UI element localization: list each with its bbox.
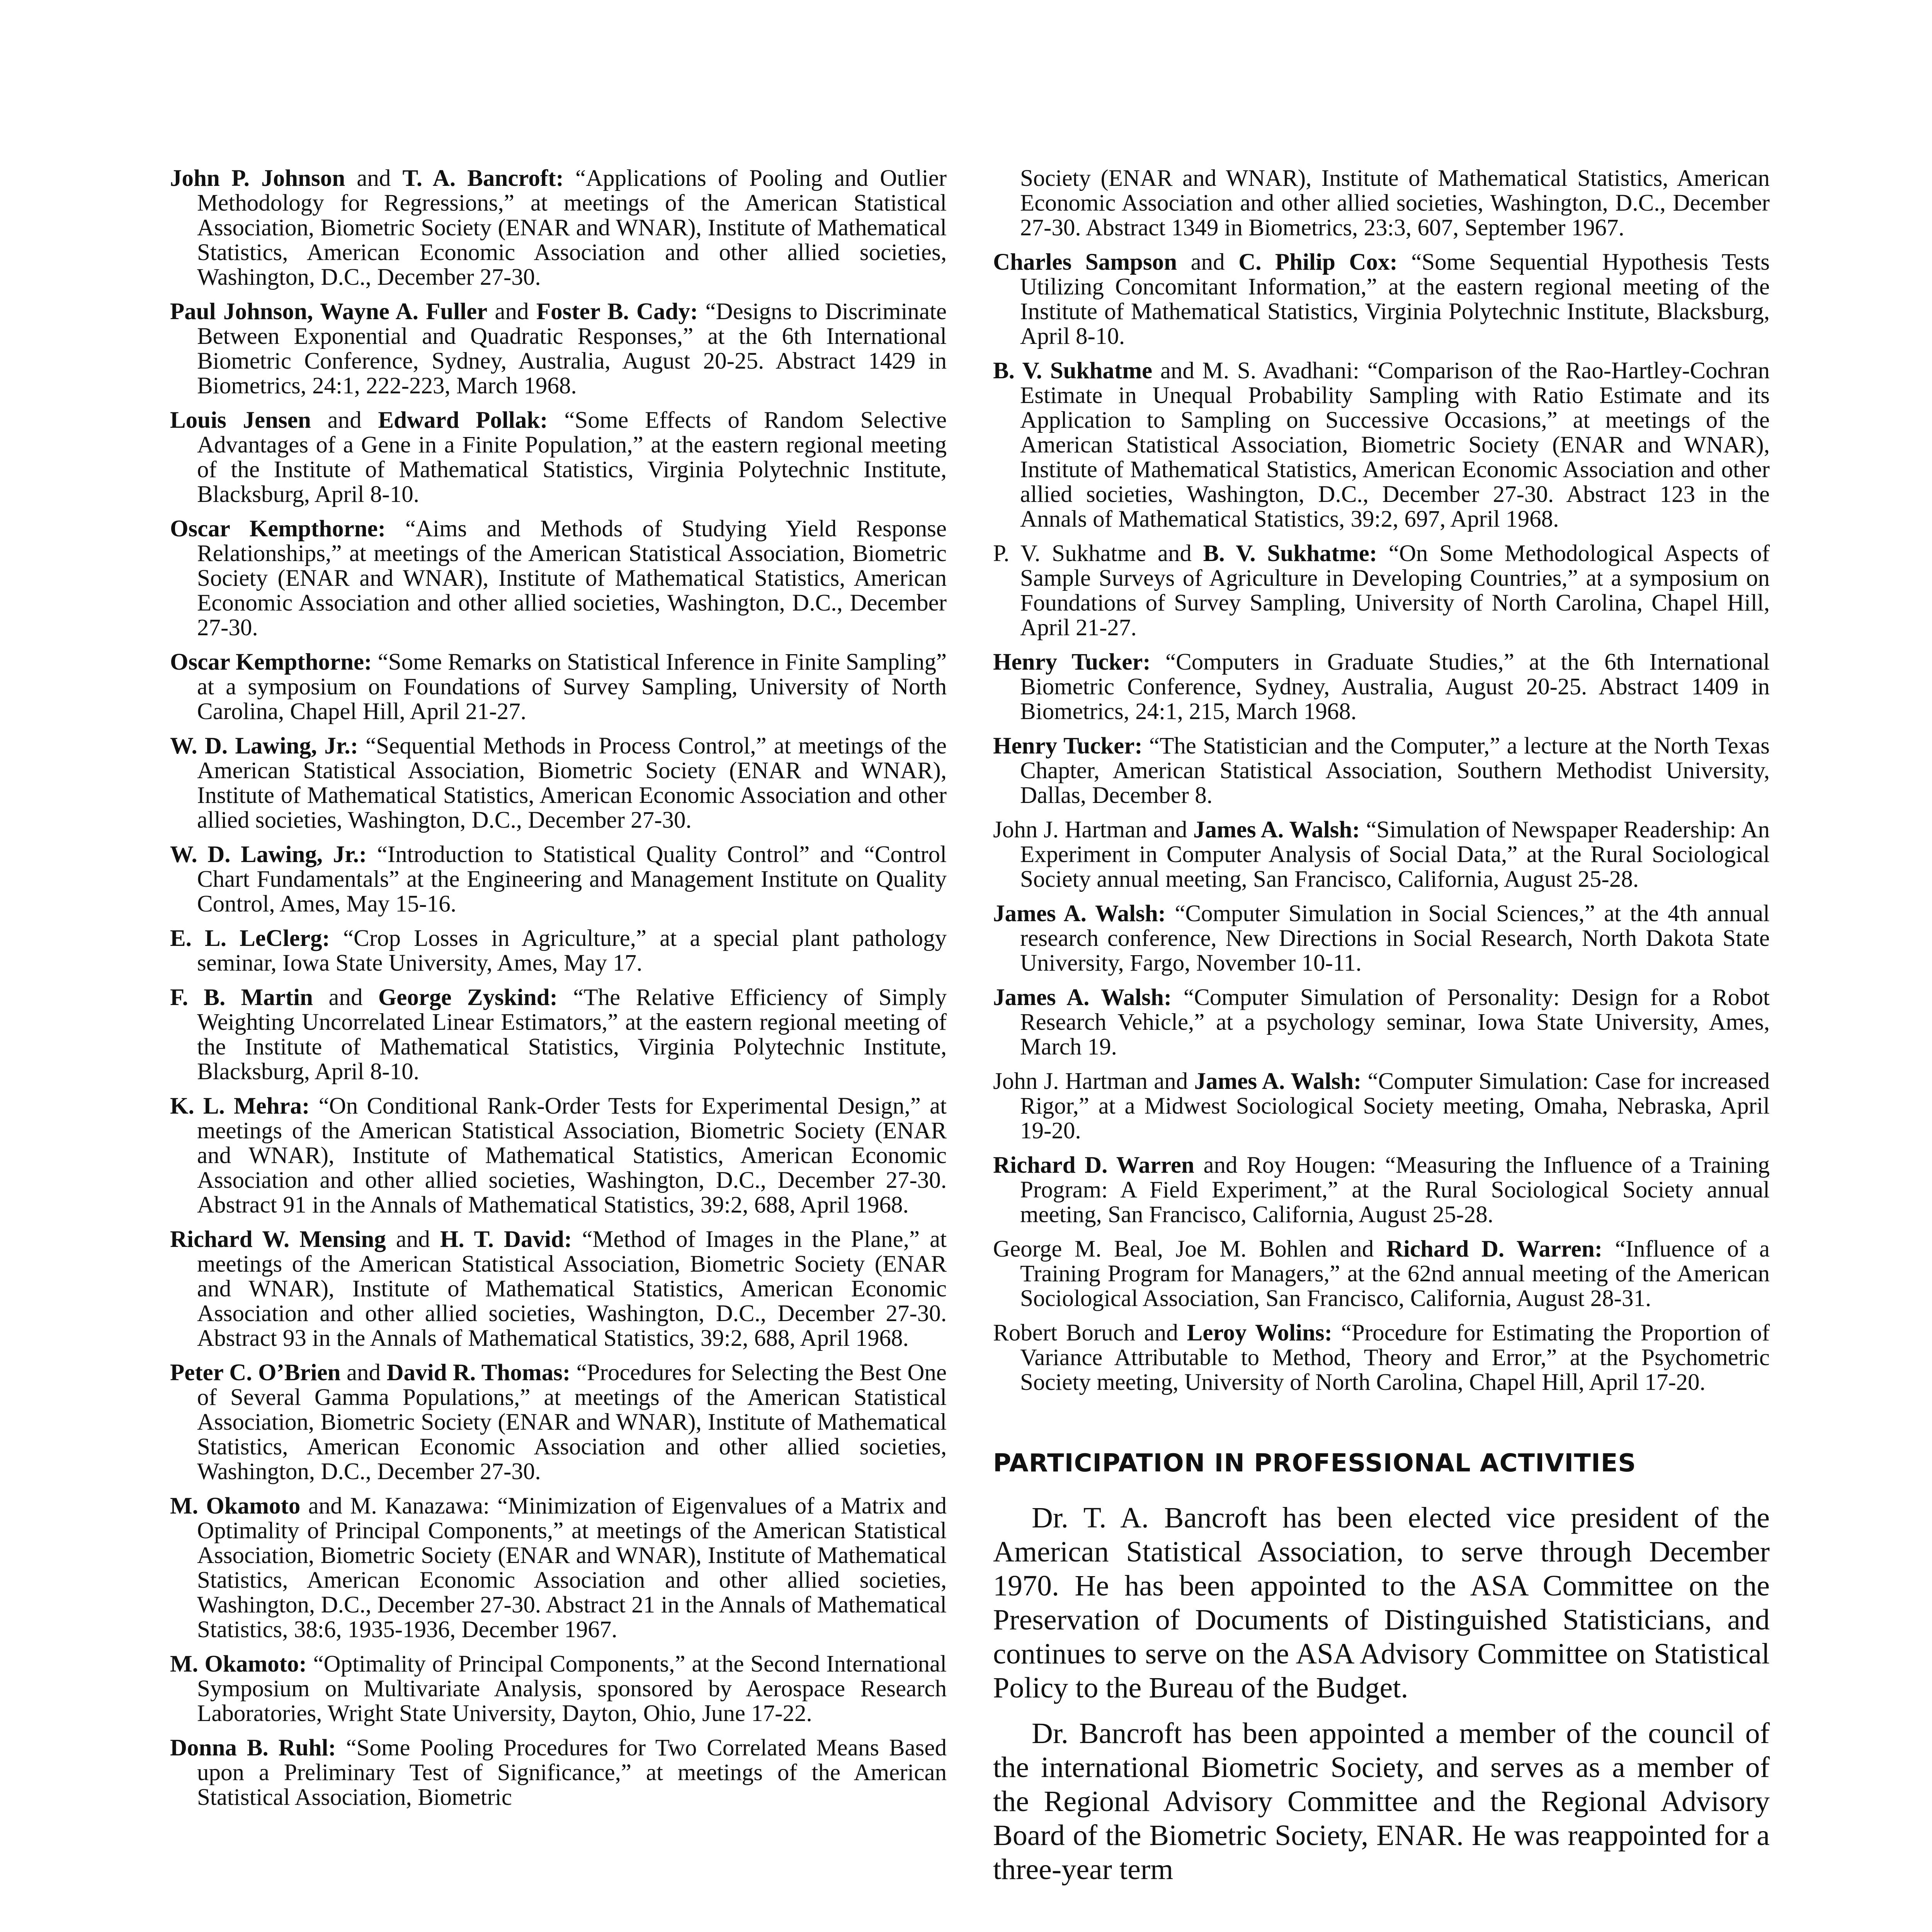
citation-author-bold: W. D. Lawing, Jr.:	[170, 842, 367, 867]
right-column-entries	[993, 250, 1770, 1395]
citation-author-bold: John P. Johnson	[170, 165, 345, 191]
citation-text: “On Conditional Rank-Order Tests for Experimental Design,” at meetings of the American Statistical Association, Biometric Society (ENAR and WNAR), Institute of Mathematical Statistics, American Economic Association and other allied societies, Washington, D.C., December 27-30. Abstract 91 in the Annals of Mathematical Statistics, 39:2, 688, April 1968.	[197, 1093, 947, 1218]
citation-text: “Crop Losses in Agriculture,” at a special plant pathology seminar, Iowa State University, Ames, May 17.	[197, 925, 947, 976]
citation-author: and	[1177, 249, 1239, 275]
right-column	[993, 166, 1770, 1898]
citation-entry	[170, 1736, 947, 1810]
section-heading: PARTICIPATION IN PROFESSIONAL ACTIVITIES	[993, 1449, 1636, 1478]
citation-text: “Simulation of Newspaper Readership: An Experiment in Computer Analysis of Social Data,” at the Rural Sociological Society annual meeting, San Francisco, California, August 25-28.	[1020, 817, 1770, 892]
citation-entry	[993, 901, 1770, 976]
citation-entry	[993, 1321, 1770, 1395]
citation-author-bold: Edward Pollak:	[378, 407, 548, 433]
citation-author: John J. Hartman and	[993, 1068, 1194, 1094]
citation-entry	[170, 299, 947, 398]
left-column	[170, 166, 947, 1820]
citation-entry	[170, 1652, 947, 1726]
citation-author-bold: Charles Sampson	[993, 249, 1177, 275]
citation-author-bold: Leroy Wolins:	[1187, 1320, 1332, 1346]
citation-author-bold: Richard W. Mensing	[170, 1226, 386, 1252]
paragraph-2: Dr. Bancroft has been appointed a member of the council of the international Biometric Society, and serves as a member of the Regional Advisory Committee and the Regional Advisory Board of the Biometric Society, ENAR. He was reappointed for a three-year term	[993, 1717, 1770, 1886]
citation-author-bold: Henry Tucker:	[993, 649, 1151, 675]
citation-author-bold: B. V. Sukhatme	[993, 358, 1153, 384]
citation-entry	[170, 166, 947, 290]
citation-author-bold: H. T. David:	[440, 1226, 572, 1252]
citation-text: “Aims and Methods of Studying Yield Response Relationships,” at meetings of the American Statistical Association, Biometric Society (ENAR and WNAR), Institute of Mathematical Statistics, American Economic Association and other allied societies, Washington, D.C., December 27-30.	[197, 516, 947, 641]
citation-author: George M. Beal, Joe M. Bohlen and	[993, 1236, 1386, 1262]
citation-text: “Introduction to Statistical Quality Control” and “Control Chart Fundamentals” at the Engineering and Management Institute on Quality Control, Ames, May 15-16.	[197, 842, 947, 917]
citation-text: “Sequential Methods in Process Control,” at meetings of the American Statistical Association, Biometric Society (ENAR and WNAR), Institute of Mathematical Statistics, American Economic Association and other allied societies, Washington, D.C., December 27-30.	[197, 733, 947, 833]
citation-text: “Some Remarks on Statistical Inference in Finite Sampling” at a symposium on Foundations of Survey Sampling, University of North Carolina, Chapel Hill, April 21-27.	[197, 649, 947, 724]
citation-text: “Optimality of Principal Components,” at the Second International Symposium on Multivariate Analysis, sponsored by Aerospace Research Laboratories, Wright State University, Dayton, Ohio, June 17-22.	[197, 1651, 947, 1726]
citation-text: “Influence of a Training Program for Managers,” at the 62nd annual meeting of the American Sociological Association, San Francisco, California, August 28-31.	[1020, 1236, 1770, 1311]
citation-text: “Minimization of Eigenvalues of a Matrix and Optimality of Principal Components,” at meetings of the American Statistical Association, Biometric Society (ENAR and WNAR), Institute of Mathematical Statistics, American Economic Association and other allied societies, Washington, D.C., December 27-30. Abstract 21 in the Annals of Mathematical Statistics, 38:6, 1935-1936, December 1967.	[197, 1493, 947, 1643]
citation-entry	[170, 1361, 947, 1484]
citation-author: and M. Kanazawa:	[300, 1493, 490, 1519]
citation-text: “Measuring the Influence of a Training Program: A Field Experiment,” at the Rural Sociological Society annual meeting, San Francisco, California, August 25-28.	[1020, 1152, 1770, 1228]
citation-author-bold: B. V. Sukhatme:	[1203, 541, 1378, 566]
citation-text: “Some Pooling Procedures for Two Correlated Means Based upon a Preliminary Test of Significance,” at meetings of the American Statistical Association, Biometric	[197, 1735, 947, 1810]
citation-entry	[993, 650, 1770, 724]
citation-author-bold: Richard D. Warren:	[1386, 1236, 1603, 1262]
citation-entry	[993, 1153, 1770, 1227]
citation-author: and	[345, 165, 403, 191]
citation-author-bold: Paul Johnson, Wayne A. Fuller	[170, 299, 488, 325]
citation-text: “Some Sequential Hypothesis Tests Utilizing Concomitant Information,” at the eastern regional meeting of the Institute of Mathematical Statistics, Virginia Polytechnic Institute, Blacksburg, April 8-10.	[1020, 249, 1770, 349]
citation-text: “Computer Simulation in Social Sciences,” at the 4th annual research conference, New Directions in Social Research, North Dakota State University, Fargo, November 10-11.	[1020, 901, 1770, 976]
citation-text: “Computers in Graduate Studies,” at the 6th International Biometric Conference, Sydney, Australia, August 20-25. Abstract 1409 in Biometrics, 24:1, 215, March 1968.	[1020, 649, 1770, 724]
citation-author-bold: Peter C. O’Brien	[170, 1360, 341, 1386]
citation-author: and	[313, 985, 378, 1010]
citation-text: “The Relative Efficiency of Simply Weighting Uncorrelated Linear Estimators,” at the eastern regional meeting of the Institute of Mathematical Statistics, Virginia Polytechnic Institute, Blacksburg, April 8-10.	[197, 985, 947, 1085]
citation-author: and	[487, 299, 536, 325]
citation-entry	[170, 926, 947, 976]
citation-author-bold: Louis Jensen	[170, 407, 311, 433]
citation-author-bold: Richard D. Warren	[993, 1152, 1194, 1178]
citation-text: “Designs to Discriminate Between Exponential and Quadratic Responses,” at the 6th International Biometric Conference, Sydney, Australia, August 20-25. Abstract 1429 in Biometrics, 24:1, 222-223, March 1968.	[197, 299, 947, 399]
citation-author-bold: James A. Walsh:	[1194, 1068, 1362, 1094]
citation-entry	[170, 734, 947, 833]
citation-author-bold: Oscar Kempthorne:	[170, 649, 372, 675]
citation-entry	[993, 985, 1770, 1060]
citation-entry	[170, 1094, 947, 1218]
citation-entry	[993, 818, 1770, 892]
citation-entry	[993, 1069, 1770, 1143]
citation-entry	[170, 408, 947, 507]
continued-entry	[993, 166, 1770, 240]
paragraph-1: Dr. T. A. Bancroft has been elected vice president of the American Statistical Association, to serve through December 1970. He has been appointed to the ASA Committee on the Preservation of Documents of Distinguished Statisticians, and continues to serve on the ASA Advisory Committee on Statistical Policy to the Bureau of the Budget.	[993, 1502, 1770, 1704]
citation-author-bold: W. D. Lawing, Jr.:	[170, 733, 358, 759]
citation-author: and	[311, 407, 378, 433]
citation-author-bold: James A. Walsh:	[993, 985, 1172, 1010]
citation-author-bold: T. A. Bancroft:	[402, 165, 564, 191]
citation-author: and Roy Hougen:	[1194, 1152, 1376, 1178]
citation-author-bold: K. L. Mehra:	[170, 1093, 310, 1119]
citation-author: P. V. Sukhatme and	[993, 541, 1203, 566]
citation-author-bold: Donna B. Ruhl:	[170, 1735, 336, 1761]
citation-text: “Applications of Pooling and Outlier Methodology for Regressions,” at meetings of the American Statistical Association, Biometric Society (ENAR and WNAR), Institute of Mathematical Statistics, American Economic Association and other allied societies, Washington, D.C., December 27-30.	[197, 165, 947, 290]
citation-author-bold: C. Philip Cox:	[1238, 249, 1398, 275]
citation-entry	[993, 1237, 1770, 1311]
citation-author-bold: George Zyskind:	[378, 985, 558, 1010]
citation-author: and M. S. Avadhani:	[1152, 358, 1359, 384]
citation-author-bold: David R. Thomas:	[386, 1360, 571, 1386]
citation-text: “Computer Simulation: Case for increased Rigor,” at a Midwest Sociological Society meeting, Omaha, Nebraska, April 19-20.	[1020, 1068, 1770, 1144]
citation-text: “On Some Methodological Aspects of Sample Surveys of Agriculture in Developing Countries,” at a symposium on Foundations of Survey Sampling, University of North Carolina, Chapel Hill, April 21-27.	[1020, 541, 1770, 641]
citation-author: Robert Boruch and	[993, 1320, 1187, 1346]
citation-entry	[170, 1227, 947, 1351]
citation-text: “Method of Images in the Plane,” at meetings of the American Statistical Association, Biometric Society (ENAR and WNAR), Institute of Mathematical Statistics, American Economic Association and other allied societies, Washington, D.C., December 27-30. Abstract 93 in the Annals of Mathematical Statistics, 39:2, 688, April 1968.	[197, 1226, 947, 1351]
citation-entry	[170, 842, 947, 917]
citation-author-bold: Oscar Kempthorne:	[170, 516, 386, 542]
citation-author-bold: E. L. LeClerg:	[170, 925, 330, 951]
continued-entry-text: Society (ENAR and WNAR), Institute of Mathematical Statistics, American Economic Association and other allied societies, Washington, D.C., December 27-30. Abstract 1349 in Biometrics, 23:3, 607, September 1967.	[1020, 165, 1770, 241]
citation-text: “Procedure for Estimating the Proportion of Variance Attributable to Method, Theory and Error,” at the Psychometric Society meeting, University of North Carolina, Chapel Hill, April 17-20.	[1020, 1320, 1770, 1395]
citation-author-bold: F. B. Martin	[170, 985, 313, 1010]
citation-text: “Comparison of the Rao-Hartley-Cochran Estimate in Unequal Probability Sampling with Ratio Estimate and its Application to Sampling on Successive Occasions,” at meetings of the American Statistical Association, Biometric Society (ENAR and WNAR), Institute of Mathematical Statistics, American Economic Association and other allied societies, Washington, D.C., December 27-30. Abstract 123 in the Annals of Mathematical Statistics, 39:2, 697, April 1968.	[1020, 358, 1770, 532]
citation-author-bold: M. Okamoto:	[170, 1651, 307, 1677]
citation-entry	[993, 541, 1770, 640]
citation-author-bold: James A. Walsh:	[993, 901, 1166, 927]
citation-entry	[993, 734, 1770, 808]
citation-entry	[993, 359, 1770, 532]
citation-entry	[170, 650, 947, 724]
citation-author-bold: Henry Tucker:	[993, 733, 1143, 759]
citation-author: and	[386, 1226, 440, 1252]
citation-text: “Some Effects of Random Selective Advantages of a Gene in a Finite Population,” at the eastern regional meeting of the Institute of Mathematical Statistics, Virginia Polytechnic Institute, Blacksburg, April 8-10.	[197, 407, 947, 507]
citation-text: “Procedures for Selecting the Best One of Several Gamma Populations,” at meetings of the American Statistical Association, Biometric Society (ENAR and WNAR), Institute of Mathematical Statistics, American Economic Association and other allied societies, Washington, D.C., December 27-30.	[197, 1360, 947, 1485]
citation-text: “The Statistician and the Computer,” a lecture at the North Texas Chapter, American Statistical Association, Southern Methodist University, Dallas, December 8.	[1020, 733, 1770, 808]
citation-author-bold: M. Okamoto	[170, 1493, 301, 1519]
citation-text: “Computer Simulation of Personality: Design for a Robot Research Vehicle,” at a psychology seminar, Iowa State University, Ames, March 19.	[1020, 985, 1770, 1060]
citation-author-bold: James A. Walsh:	[1193, 817, 1360, 843]
citation-author: John J. Hartman and	[993, 817, 1193, 843]
citation-entry	[170, 985, 947, 1084]
citation-entry	[993, 250, 1770, 349]
citation-author-bold: Foster B. Cady:	[536, 299, 698, 325]
citation-entry	[170, 1494, 947, 1642]
citation-entry	[170, 517, 947, 640]
citation-author: and	[340, 1360, 387, 1386]
